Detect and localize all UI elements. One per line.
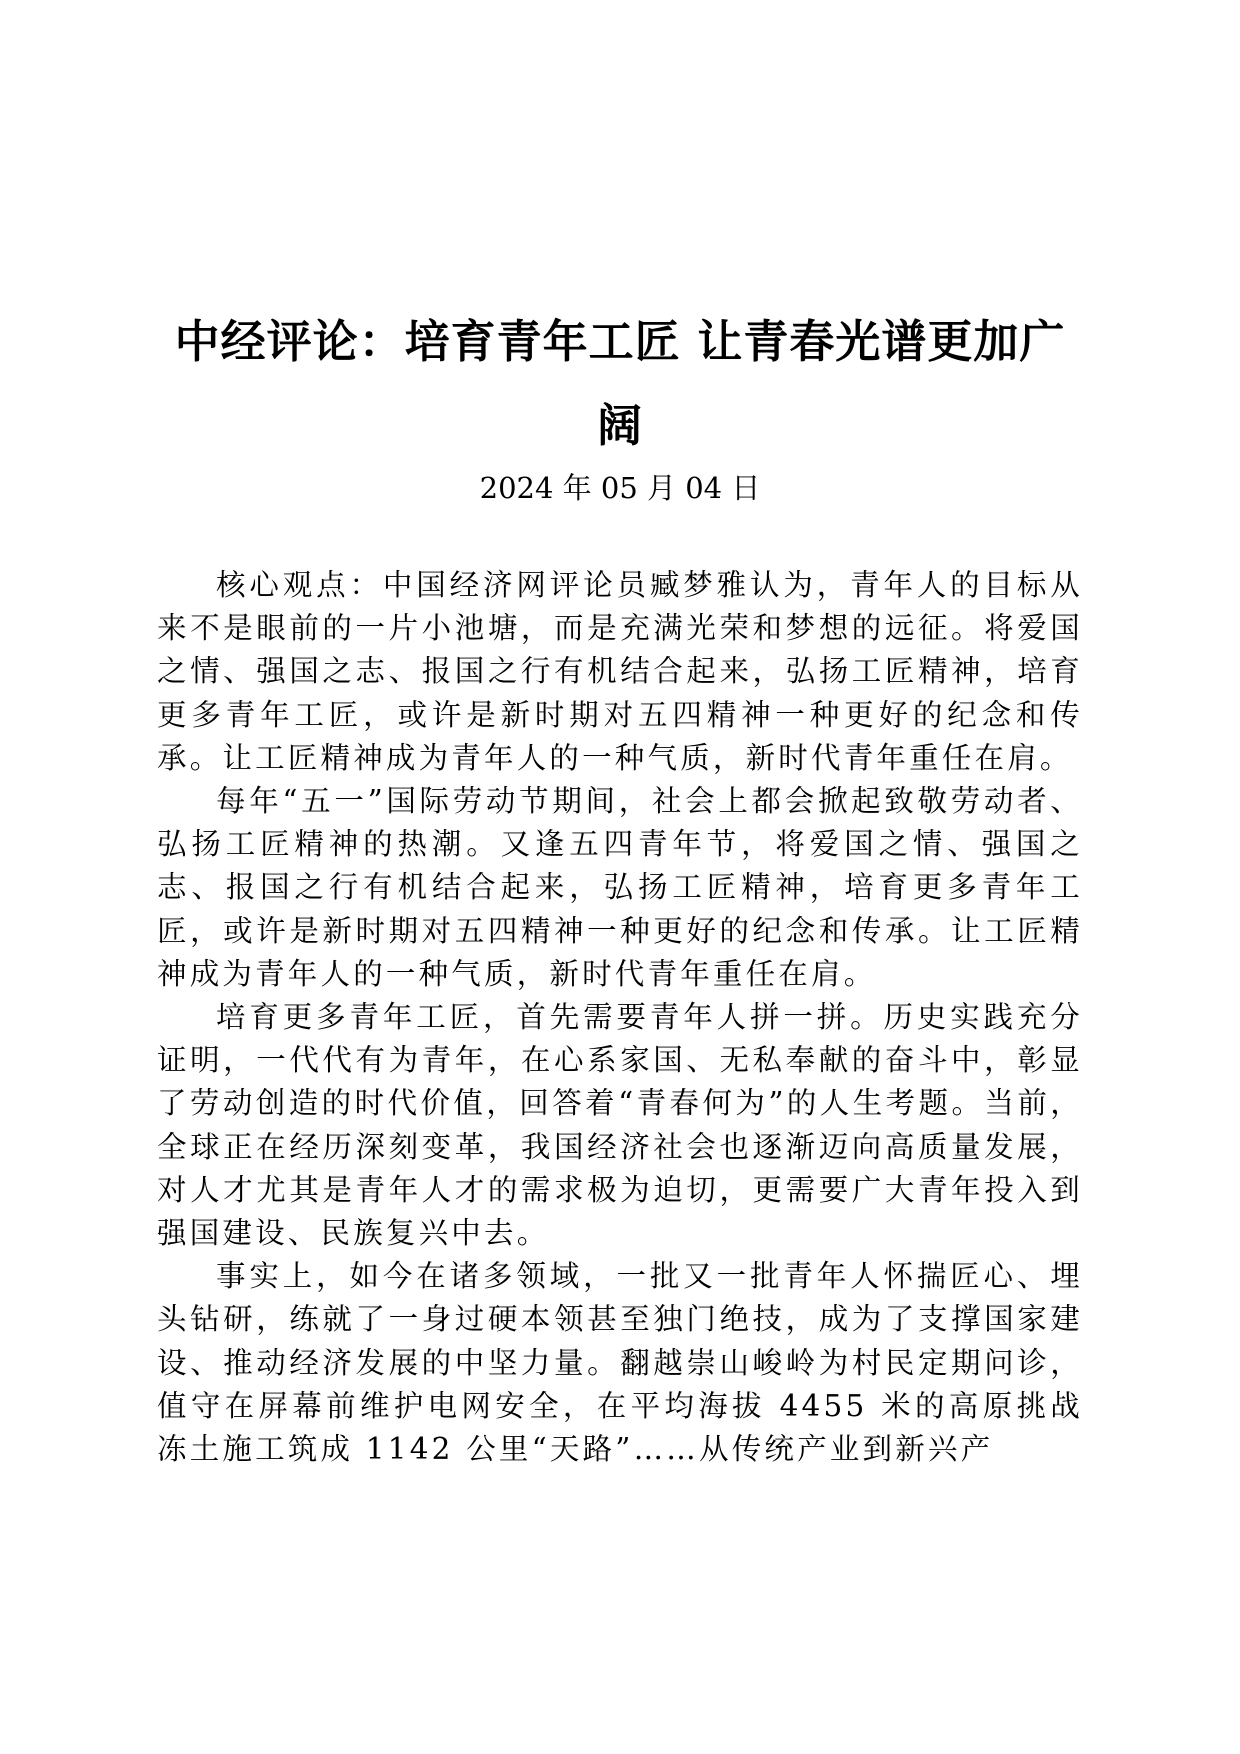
article-date: 2024 年 05 月 04 日: [479, 471, 761, 505]
paragraph: 每年“五一”国际劳动节期间，社会上都会掀起致敬劳动者、弘扬工匠精神的热潮。又逢五四青年节，将爱国之情、强国之志、报国之行有机结合起来，弘扬工匠精神，培育更多青年工匠，或许是新时期对五四精神一种更好的纪念和传承。让工匠精神成为青年人的一种气质，新时代青年重任在肩。: [157, 784, 1083, 991]
paragraph-core-viewpoint: 核心观点：中国经济网评论员臧梦雅认为，青年人的目标从来不是眼前的一片小池塘，而是充满光荣和梦想的远征。将爱国之情、强国之志、报国之行有机结合起来，弘扬工匠精神，培育更多青年工匠，或许是新时期对五四精神一种更好的纪念和传承。让工匠精神成为青年人的一种气质，新时代青年重任在肩。: [157, 568, 1083, 775]
paragraph: 事实上，如今在诸多领域，一批又一批青年人怀揣匠心、埋头钻研，练就了一身过硬本领甚至独门绝技，成为了支撑国家建设、推动经济发展的中坚力量。翻越崇山峻岭为村民定期问诊，值守在屏幕前维护电网安全，在平均海拔 4455 米的高原挑战冻土施工筑成 1142 公里“天路”……从传统产业到新兴产: [157, 1259, 1083, 1467]
paragraph: 培育更多青年工匠，首先需要青年人拼一拼。历史实践充分证明，一代代有为青年，在心系家国、无私奉献的奋斗中，彰显了劳动创造的时代价值，回答着“青春何为”的人生考题。当前，全球正在经历深刻变革，我国经济社会也逐渐迈向高质量发展，对人才尤其是青年人才的需求极为迫切，更需要广大青年投入到强国建设、民族复兴中去。: [157, 1000, 1083, 1251]
article-body: [157, 564, 1083, 1471]
article-title: 中经评论：培育青年工匠 让青春光谱更加广阔: [174, 315, 1066, 452]
